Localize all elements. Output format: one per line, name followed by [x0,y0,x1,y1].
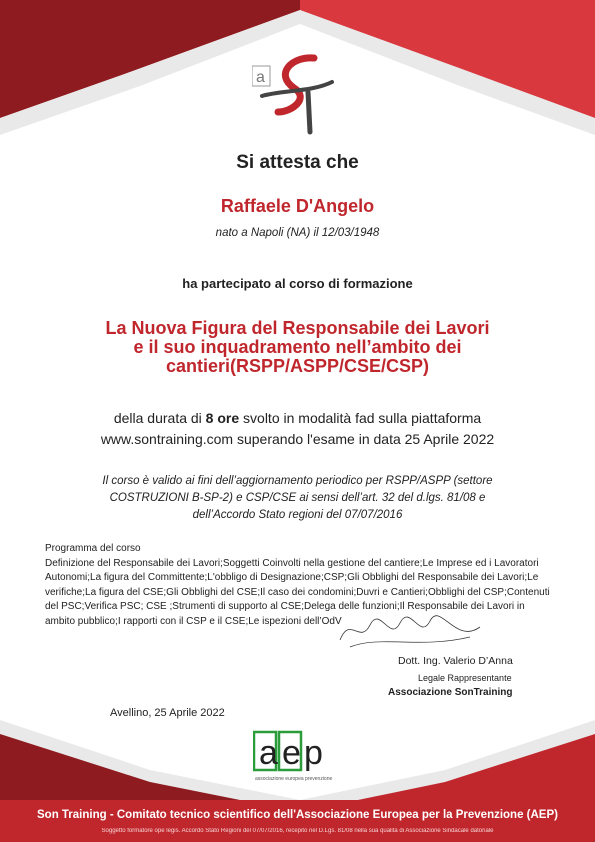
top-logo-icon [252,52,336,138]
signature-icon [330,605,490,655]
signatory-role: Legale Rappresentante [418,673,512,683]
course-validity [0,473,595,524]
course-title-line: La Nuova Figura del Responsabile dei Lavori [105,318,490,338]
aep-tagline: associazione europea prevenzione [255,776,333,782]
participation-text: ha partecipato al corso di formazione [182,276,413,291]
aep-logo-icon [253,730,363,782]
signatory-name: Dott. Ing. Valerio D’Anna [398,655,513,667]
svg-text:e: e [282,734,301,772]
validity-line: COSTRUZIONI B-SP-2) e CSP/CSE ai sensi dell’art. 32 del d.lgs. 81/08 e [109,492,486,504]
course-duration [0,408,595,450]
duration-line2: www.sontraining.com superando l'esame in data 25 Aprile 2022 [100,431,495,447]
birth-info: nato a Napoli (NA) il 12/03/1948 [215,227,380,239]
aep-logo [253,730,363,782]
course-title [0,319,595,376]
recipient-name: Raffaele D'Angelo [220,196,375,216]
duration-prefix: della durata di [113,410,206,426]
footer-title: Son Training - Comitato tecnico scientifico dell'Associazione Europea per la Prevenzione (AEP) [37,809,558,821]
duration-suffix: svolto in modalità fad sulla piattaforma [239,410,482,426]
svg-text:p: p [304,734,323,772]
program-heading: Programma del corso [45,543,141,554]
course-title-line: cantieri(RSPP/ASPP/CSE/CSP) [165,356,430,376]
course-title-line: e il suo inquadramento nell’ambito dei [133,337,462,357]
signatory-org: Associazione SonTraining [388,687,513,698]
validity-line: dell’Accordo Stato regioni del 07/07/2016 [192,509,403,521]
certificate-heading: Si attesta che [236,152,359,173]
svg-text:a: a [256,69,265,86]
footer-note: Soggetto formatore ope legis. Accordo Stato Regioni del 07/07/2016, recepito nel D.Lgs. 81/08 nella sua qualità di Associazione Sindacale datoriale [101,828,494,834]
validity-line: Il corso è valido ai fini dell’aggiornamento periodico per RSPP/ASPP (settore [102,475,493,487]
program-text: Definizione del Responsabile dei Lavori;Soggetti Coinvolti nella gestione del cantiere;Le Imprese ed i Lavoratori Autonomi;La figura del Committente;L'obbligo di Designazione;CSP;Gli Obblighi del Responsabile dei Lavori;Le verifiche;La figura del CSE;Gli Obblighi del CSE;Il caso dei condomini;Duvri e Cantieri;Obblighi del CSP;Contenuti del PSC;Verifica PSC; CSE ;Strumenti di supporto al CSE;Delega delle funzioni;Il Responsabile dei Lavori in ambito pubblico;I rapporti con il CSP e il CSE;Le ispezioni dell’OdV [45,557,550,627]
svg-text:a: a [259,734,278,772]
duration-hours: 8 ore [205,410,240,426]
place-date: Avellino, 25 Aprile 2022 [110,707,225,719]
